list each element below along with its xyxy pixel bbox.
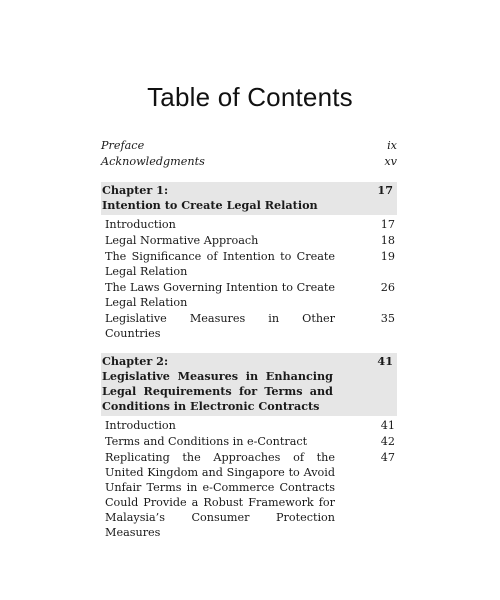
toc-front-acknowledgments xyxy=(101,154,397,169)
toc-entry-label: Legal Normative Approach xyxy=(105,234,259,247)
chapter-2-heading xyxy=(101,353,397,416)
toc-entry-label: Acknowledgments xyxy=(101,155,205,168)
chapter-page: 41 xyxy=(377,354,393,368)
page-title: Table of Contents xyxy=(147,82,353,112)
toc-entry xyxy=(101,418,397,433)
toc-entry xyxy=(101,217,397,232)
chapter-number: Chapter 2: xyxy=(102,354,169,368)
toc-entry-page: xv xyxy=(384,155,397,168)
table-of-contents xyxy=(101,138,397,540)
toc-entry-label: Replicating the Approaches of the United Kingdom and Singapore to Avoid Unfair Terms in e-Commerce Contracts Could Provide a Robust Framework for Malaysia’s Consumer Protection Measures xyxy=(105,451,335,539)
chapter-page: 17 xyxy=(377,183,393,197)
toc-entry-page: ix xyxy=(387,139,397,152)
toc-entry xyxy=(101,434,397,449)
toc-entry-label: The Laws Governing Intention to Create Legal Relation xyxy=(105,281,335,309)
chapter-title: Legislative Measures in Enhancing Legal Requirements for Terms and Conditions in Electronic Contracts xyxy=(102,369,333,413)
toc-entry-label: Terms and Conditions in e-Contract xyxy=(105,435,308,448)
toc-entry-label: Preface xyxy=(101,139,145,152)
chapter-number: Chapter 1: xyxy=(102,183,169,197)
toc-entry xyxy=(101,311,397,341)
chapter-1-heading xyxy=(101,182,397,215)
toc-entry-label: Introduction xyxy=(105,419,176,432)
toc-entry-page: 41 xyxy=(380,419,395,432)
chapter-title: Intention to Create Legal Relation xyxy=(102,198,318,212)
toc-entry xyxy=(101,249,397,279)
toc-entry-label: Legislative Measures in Other Countries xyxy=(105,312,335,340)
toc-front-preface xyxy=(101,138,397,153)
toc-entry xyxy=(101,450,397,540)
toc-entry-page: 42 xyxy=(380,435,395,448)
toc-entry-page: 47 xyxy=(380,451,395,464)
toc-entry-page: 17 xyxy=(380,218,395,231)
toc-entry-page: 18 xyxy=(380,234,395,247)
toc-entry-page: 26 xyxy=(380,281,395,294)
toc-entry-label: Introduction xyxy=(105,218,176,231)
toc-entry xyxy=(101,233,397,248)
toc-entry-page: 19 xyxy=(380,250,395,263)
toc-entry xyxy=(101,280,397,310)
toc-entry-page: 35 xyxy=(380,312,395,325)
toc-entry-label: The Significance of Intention to Create Legal Relation xyxy=(105,250,335,278)
